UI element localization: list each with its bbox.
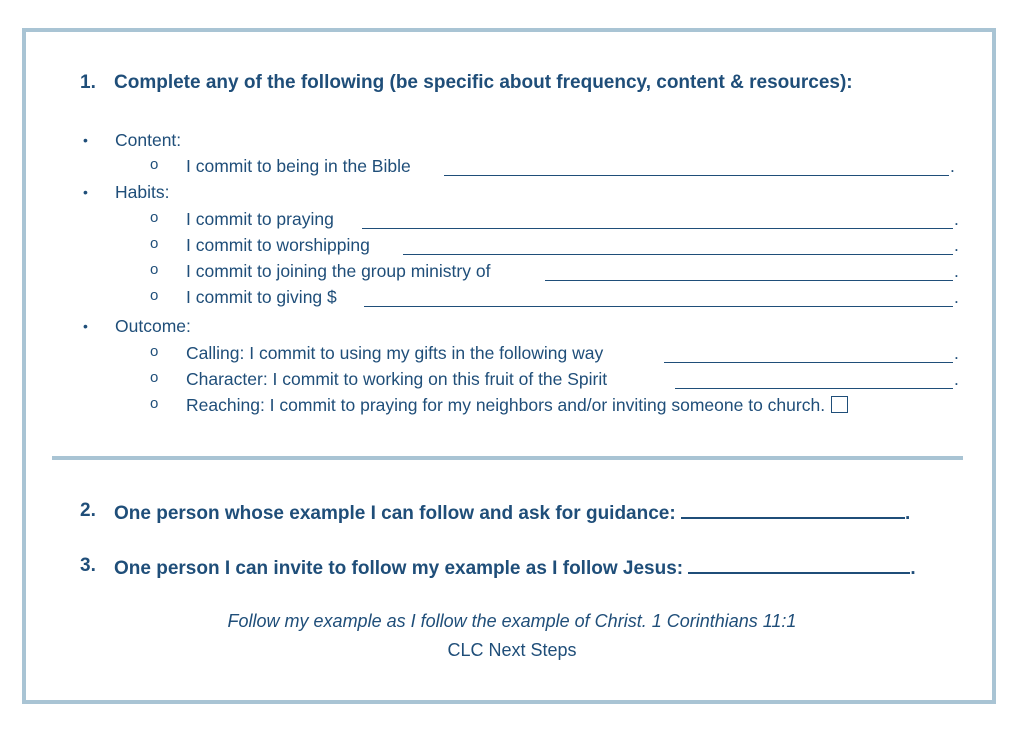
bible-commitment-line[interactable]: [444, 175, 949, 176]
sub-bullet: o: [150, 343, 159, 360]
section-3-number: 3.: [80, 555, 96, 576]
section-3-line-wrap: [114, 555, 916, 580]
item-text-reaching-wrap: [186, 395, 848, 416]
item-text-praying: I commit to praying: [186, 209, 334, 229]
item-text-calling: Calling: I commit to using my gifts in the following way: [186, 343, 604, 363]
line-end-period: .: [954, 343, 959, 363]
section-2-number: 2.: [80, 500, 96, 521]
sub-bullet: o: [150, 261, 159, 278]
group-label-habits: Habits:: [115, 182, 170, 202]
section-1-text: Complete any of the following (be specific about frequency, content & resources):: [114, 72, 853, 93]
worshipping-commitment-line[interactable]: [403, 254, 953, 255]
group-label-content: Content:: [115, 130, 182, 150]
reaching-checkbox[interactable]: [831, 396, 848, 413]
section-2-end: .: [904, 503, 911, 524]
line-end-period: .: [954, 261, 959, 281]
item-text-character: Character: I commit to working on this fruit of the Spirit: [186, 369, 608, 389]
line-end-period: .: [954, 287, 959, 307]
giving-commitment-line[interactable]: [364, 306, 953, 307]
line-end-period: .: [954, 235, 959, 255]
line-end-period: .: [954, 369, 959, 389]
section-3-end: .: [910, 558, 916, 579]
section-2-text: One person whose example I can follow and ask for guidance:: [114, 503, 676, 524]
item-text-giving: I commit to giving $: [186, 287, 337, 307]
item-text-group-ministry: I commit to joining the group ministry of: [186, 261, 491, 281]
bullet: •: [83, 184, 88, 200]
sub-bullet: o: [150, 209, 159, 226]
section-2-line-wrap: [114, 500, 910, 525]
calling-commitment-line[interactable]: [664, 362, 953, 363]
bullet: •: [83, 132, 88, 148]
line-end-period: .: [950, 156, 955, 176]
group-label-outcome: Outcome:: [115, 316, 191, 336]
line-end-period: .: [954, 209, 959, 229]
section-divider: [52, 456, 963, 460]
praying-commitment-line[interactable]: [362, 228, 953, 229]
sub-bullet: o: [150, 235, 159, 252]
invite-person-line[interactable]: [688, 555, 910, 574]
scripture-verse: Follow my example as I follow the example of Christ. 1 Corinthians 11:1: [227, 611, 797, 631]
footer-title: CLC Next Steps: [447, 640, 577, 660]
sub-bullet: o: [150, 395, 159, 412]
character-commitment-line[interactable]: [675, 388, 953, 389]
sub-bullet: o: [150, 287, 159, 304]
bullet: •: [83, 318, 88, 334]
item-text-worshipping: I commit to worshipping: [186, 235, 370, 255]
section-3-text: One person I can invite to follow my example as I follow Jesus:: [114, 558, 684, 579]
group-ministry-commitment-line[interactable]: [545, 280, 953, 281]
item-text-bible: I commit to being in the Bible: [186, 156, 411, 176]
section-1-number: 1.: [80, 72, 96, 93]
sub-bullet: o: [150, 156, 159, 173]
guidance-person-line[interactable]: [681, 500, 905, 519]
item-text-reaching: Reaching: I commit to praying for my neighbors and/or inviting someone to church.: [186, 395, 826, 415]
sub-bullet: o: [150, 369, 159, 386]
